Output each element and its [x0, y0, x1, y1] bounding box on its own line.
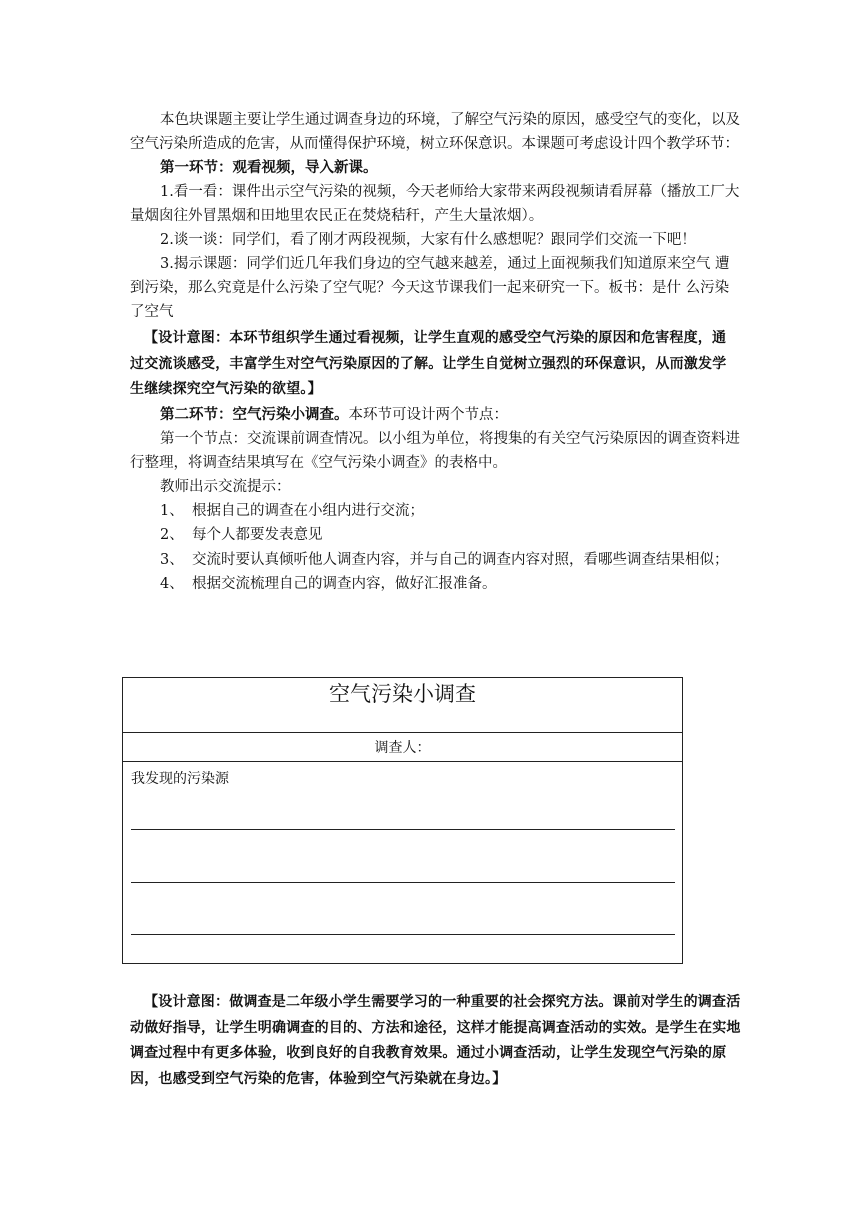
survey-investigator-label: 调查人：: [123, 733, 682, 762]
section1-heading: 第一环节：观看视频，导入新课。: [160, 159, 378, 176]
document-body: [130, 108, 740, 597]
tip-number: 2、: [160, 527, 184, 543]
section1-item-2: 2.谈一谈：同学们，看了刚才两段视频，大家有什么感想呢？跟同学们交流一下吧！: [160, 232, 696, 248]
tip-text: 交流时要认真倾听他人调查内容，并与自己的调查内容对照，看哪些调查结果相似；: [192, 551, 729, 568]
section2-heading-rest: 本环节可设计两个节点：: [348, 406, 508, 423]
section2-heading-line: [130, 403, 740, 427]
tip-item: [130, 548, 740, 573]
design-note-2: 【设计意图：做调查是二年级小学生需要学习的一种重要的社会探究方法。课前对学生的调查活动做好指导，让学生明确调查的目的、方法和途径，这样才能提高调查活动的实效。是学生在实地调查过程中有更多体验，收到良好的自我教育效果。通过小调查活动，让学生发现空气污染的原因，也感受到空气污染的危害，体验到空气污染就在身边。】: [130, 994, 741, 1087]
tip-number: 1、: [160, 502, 184, 519]
tip-text: 根据交流梳理自己的调查内容，做好汇报准备。: [192, 576, 497, 592]
section2-heading: 第二环节：空气污染小调查。: [160, 405, 349, 423]
survey-title: 空气污染小调查: [123, 678, 682, 733]
tip-item: [130, 499, 740, 524]
survey-write-line: [131, 882, 675, 883]
survey-body: [123, 762, 682, 794]
design-note-2-block: [130, 990, 742, 1092]
tips-title: 教师出示交流提示：: [160, 478, 291, 495]
section1-design-note: 【设计意图：本环节组织学生通过看视频，让学生直观的感受空气污染的原因和危害程度，通过交流谈感受，丰富学生对空气污染原因的了解。让学生自觉树立强烈的环保意识，从而激发学生继续探究空气污染的欲望。】: [130, 330, 727, 397]
tip-number: 4、: [160, 576, 184, 592]
tip-item: [130, 572, 740, 597]
intro-paragraph: 本色块课题主要让学生通过调查身边的环境，了解空气污染的原因，感受空气的变化，以及空气污染所造成的危害，从而懂得保护环境，树立环保意识。本课题可考虑设计四个教学环节：: [130, 112, 740, 152]
tip-number: 3、: [160, 551, 184, 568]
section1-item-1: 1.看一看：课件出示空气污染的视频，今天老师给大家带来两段视频请看屏幕（播放工厂大量烟囱往外冒黑烟和田地里农民正在焚烧秸秆，产生大量浓烟）。: [130, 184, 740, 224]
tip-text: 每个人都要发表意见: [192, 527, 323, 543]
section1-item-3: 3.揭示课题：同学们近几年我们身边的空气越来越差，通过上面视频我们知道原来空气 遭到污染，那么究竟是什么污染了空气呢？今天这节课我们一起来研究一下。板书：是什 么污染了空气: [130, 256, 730, 320]
survey-form-table: [122, 677, 683, 964]
tip-item: [130, 523, 740, 548]
survey-source-label: 我发现的污染源: [131, 771, 229, 787]
survey-write-line: [131, 934, 675, 935]
survey-write-line: [131, 829, 675, 830]
tip-text: 根据自己的调查在小组内进行交流；: [192, 502, 424, 519]
section2-node1: 第一个节点：交流课前调查情况。以小组为单位，将搜集的有关空气污染原因的调查资料进行整理，将调查结果填写在《空气污染小调查》的表格中。: [130, 430, 740, 471]
